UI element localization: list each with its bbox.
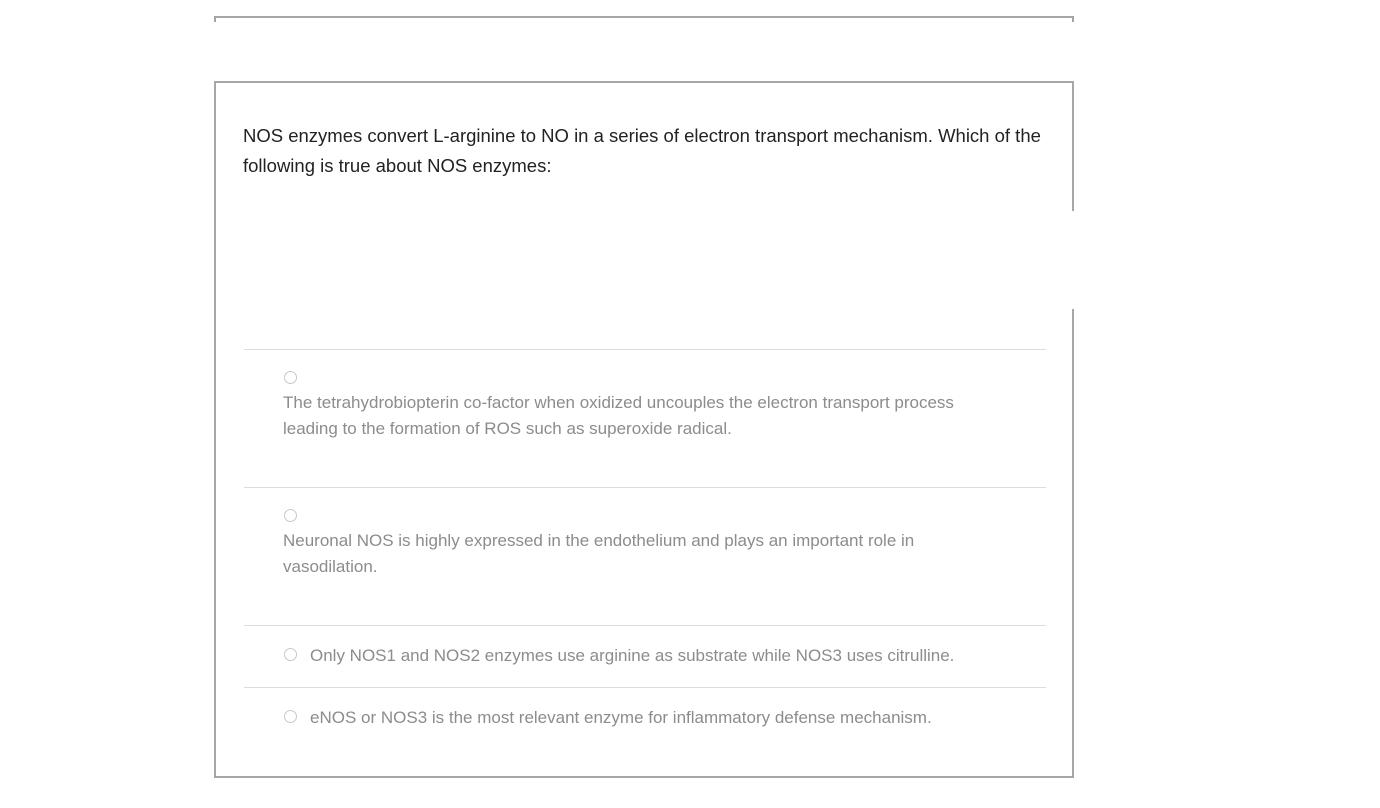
answer-choice-label[interactable]: The tetrahydrobiopterin co-factor when oxidized uncouples the electron transport process leading to the formation of ROS such as superoxide radical. [283,393,954,438]
radio-button-icon[interactable] [284,509,297,522]
answer-choice-3[interactable] [244,625,1046,687]
card-border-gap [1070,211,1074,309]
answer-choices [244,349,1046,749]
previous-question-card-bottom [214,16,1074,20]
answer-choice-1[interactable] [244,349,1046,487]
radio-button-icon[interactable] [284,371,297,384]
answer-choice-label[interactable]: Neuronal NOS is highly expressed in the endothelium and plays an important role in vasodilation. [283,531,915,576]
radio-button-icon[interactable] [284,710,297,723]
question-card [214,81,1074,778]
answer-choice-2[interactable] [244,487,1046,625]
answer-choice-label[interactable]: eNOS or NOS3 is the most relevant enzyme for inflammatory defense mechanism. [310,708,932,727]
answer-choice-label[interactable]: Only NOS1 and NOS2 enzymes use arginine as substrate while NOS3 uses citrulline. [310,646,955,665]
radio-button-icon[interactable] [284,648,297,661]
answer-choice-4[interactable] [244,687,1046,749]
question-text: NOS enzymes convert L-arginine to NO in a series of electron transport mechanism. Which of the following is true about NOS enzymes: [243,125,1041,176]
